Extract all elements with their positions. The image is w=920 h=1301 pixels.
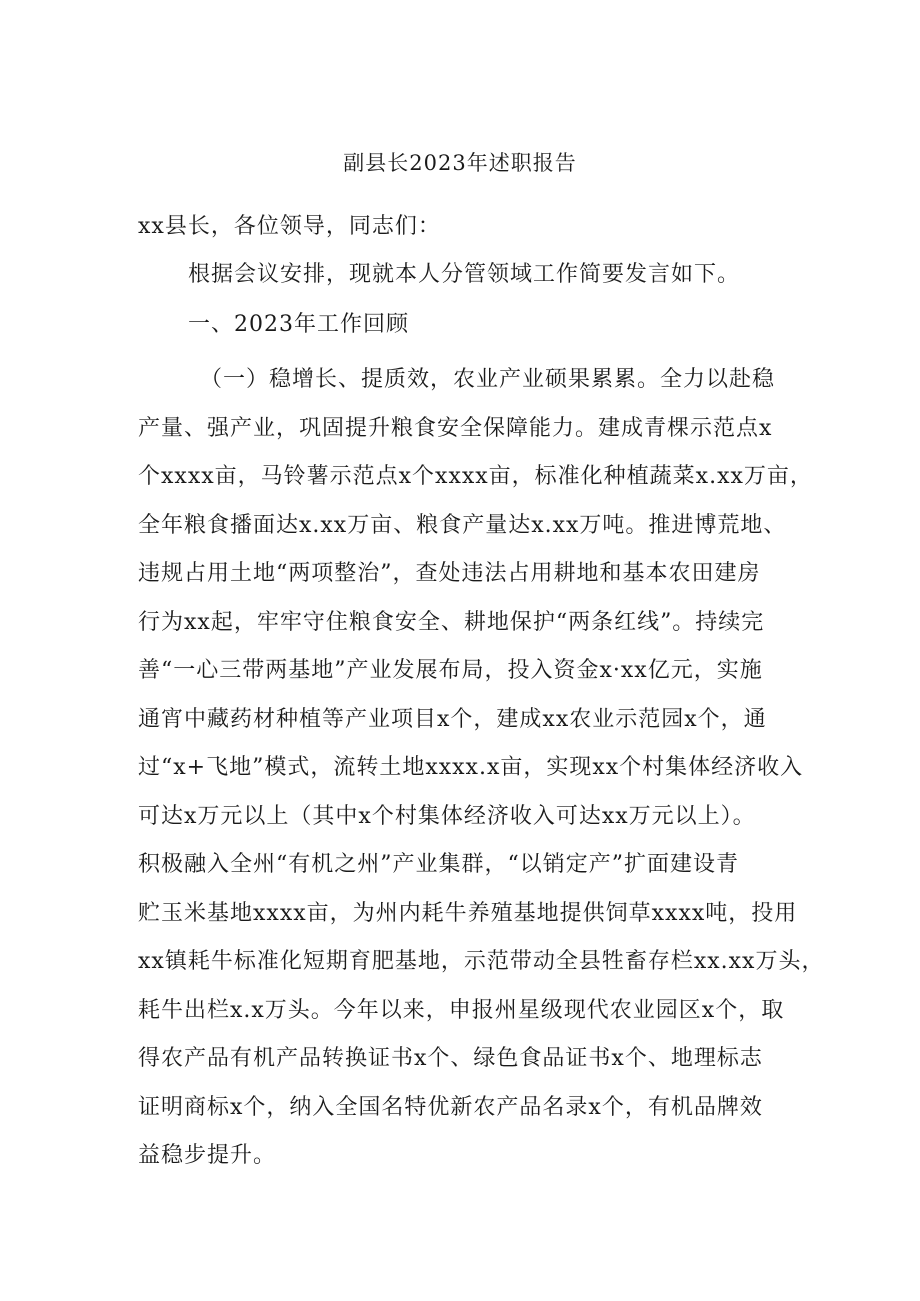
paragraph-line: 益稳步提升。 — [138, 1143, 277, 1168]
paragraph-line: 个xxxx亩，马铃薯示范点x个xxxx亩，标准化种植蔬菜x.xx万亩， — [138, 464, 813, 489]
paragraph-line: 过“x+飞地”模式，流转土地xxxx.x亩，实现xx个村集体经济收入 — [138, 755, 804, 780]
paragraph-line: 行为xx起，牢牢守住粮食安全、耕地保护“两条红线”。持续完 — [138, 609, 765, 635]
body-paragraph — [138, 356, 825, 1181]
paragraph-line: xx镇耗牛标准化短期育肥基地，示范带动全县牲畜存栏xx.xx万头， — [138, 949, 825, 974]
paragraph-line: 证明商标x个，纳入全国名特优新农产品名录x个，有机品牌效 — [138, 1094, 763, 1120]
paragraph-line: 贮玉米基地xxxx亩，为州内耗牛养殖基地提供饲草xxxx吨，投用 — [138, 900, 798, 926]
paragraph-line: 违规占用土地“两项整治”，查处违法占用耕地和基本农田建房 — [138, 561, 761, 586]
paragraph-line: 积极融入全州“有机之州”产业集群，“以销定产”扩面建设青 — [138, 852, 739, 877]
paragraph-line: 全年粮食播面达x.xx万亩、粮食产量达x.xx万吨。推进博荒地、 — [138, 512, 787, 538]
intro-paragraph: 根据会议安排，现就本人分管领域工作简要发言如下。 — [188, 262, 741, 287]
salutation: xx县长，各位领导，同志们： — [138, 214, 441, 239]
paragraph-line: 善“一心三带两基地”产业发展布局，投入资金x·xx亿元，实施 — [138, 658, 763, 683]
paragraph-line: 得农产品有机产品转换证书x个、绿色食品证书x个、地理标志 — [138, 1046, 763, 1071]
section-heading: 一、2023年工作回顾 — [188, 312, 409, 337]
paragraph-line: 可达x万元以上（其中x个村集体经济收入可达xx万元以上）。 — [138, 803, 756, 829]
document-title: 副县长2023年述职报告 — [343, 151, 577, 175]
paragraph-line: 产量、强产业，巩固提升粮食安全保障能力。建成青棵示范点x — [138, 415, 773, 441]
paragraph-line: 通宵中藏药材种植等产业项目x个，建成xx农业示范园x个，通 — [138, 706, 767, 732]
paragraph-line: （一）稳增长、提质效，农业产业硕果累累。全力以赴稳 — [200, 367, 776, 392]
paragraph-line: 耗牛出栏x.x万头。今年以来，申报州星级现代农业园区x个，取 — [138, 997, 785, 1023]
